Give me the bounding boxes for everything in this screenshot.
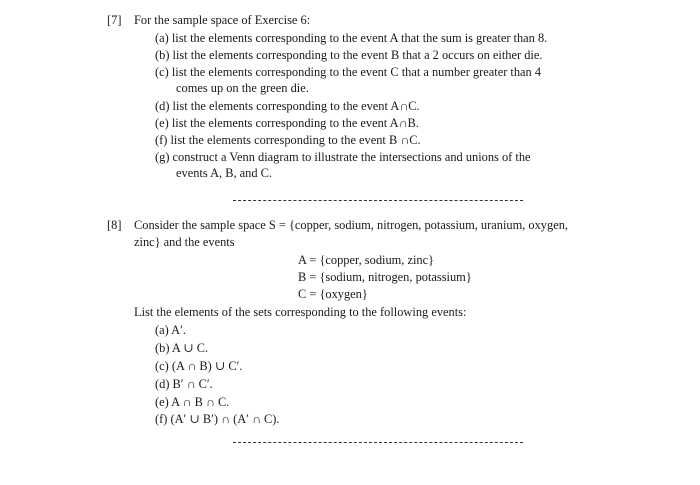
problem-8-item-d: (d) B′ ∩ C′. <box>155 377 213 391</box>
problem-8-item-f: (f) (A′ ∪ B′) ∩ (A′ ∩ C). <box>155 412 280 426</box>
problem-7-item-c: (c) list the elements corresponding to the event C that a number greater than 4 <box>155 65 542 79</box>
set-c-definition: C = {oxygen} <box>298 287 368 301</box>
problem-7-item-d: (d) list the elements corresponding to the event A∩C. <box>155 99 420 113</box>
problem-7-item-f: (f) list the elements corresponding to the event B ∩C. <box>155 133 421 147</box>
section-divider-bottom <box>233 442 523 443</box>
problem-8-number: [8] <box>107 218 122 232</box>
problem-8-intro-cont: zinc} and the events <box>134 235 235 249</box>
set-b-definition: B = {sodium, nitrogen, potassium} <box>298 270 472 284</box>
problem-7-item-g: (g) construct a Venn diagram to illustrate the intersections and unions of the <box>155 150 531 164</box>
problem-7-number: [7] <box>107 13 122 27</box>
problem-8-item-c: (c) (A ∩ B) ∪ C′. <box>155 359 243 373</box>
problem-8-item-a: (a) A′. <box>155 323 186 337</box>
problem-7-item-c-cont: comes up on the green die. <box>176 81 309 95</box>
problem-7-intro: For the sample space of Exercise 6: <box>134 13 311 27</box>
problem-8-intro: Consider the sample space S = {copper, sodium, nitrogen, potassium, uranium, oxygen, <box>134 218 568 232</box>
problem-8-item-b: (b) A ∪ C. <box>155 341 209 355</box>
set-a-definition: A = {copper, sodium, zinc} <box>298 253 435 267</box>
problem-7-item-e: (e) list the elements corresponding to the event A∩B. <box>155 116 419 130</box>
problem-7-item-b: (b) list the elements corresponding to the event B that a 2 occurs on either die. <box>155 48 543 62</box>
problem-7-item-a: (a) list the elements corresponding to the event A that the sum is greater than 8. <box>155 31 548 45</box>
problem-7-item-g-cont: events A, B, and C. <box>176 166 273 180</box>
section-divider <box>233 200 523 201</box>
problem-8-item-e: (e) A ∩ B ∩ C. <box>155 395 230 409</box>
problem-8-instruction: List the elements of the sets corresponding to the following events: <box>134 305 467 319</box>
